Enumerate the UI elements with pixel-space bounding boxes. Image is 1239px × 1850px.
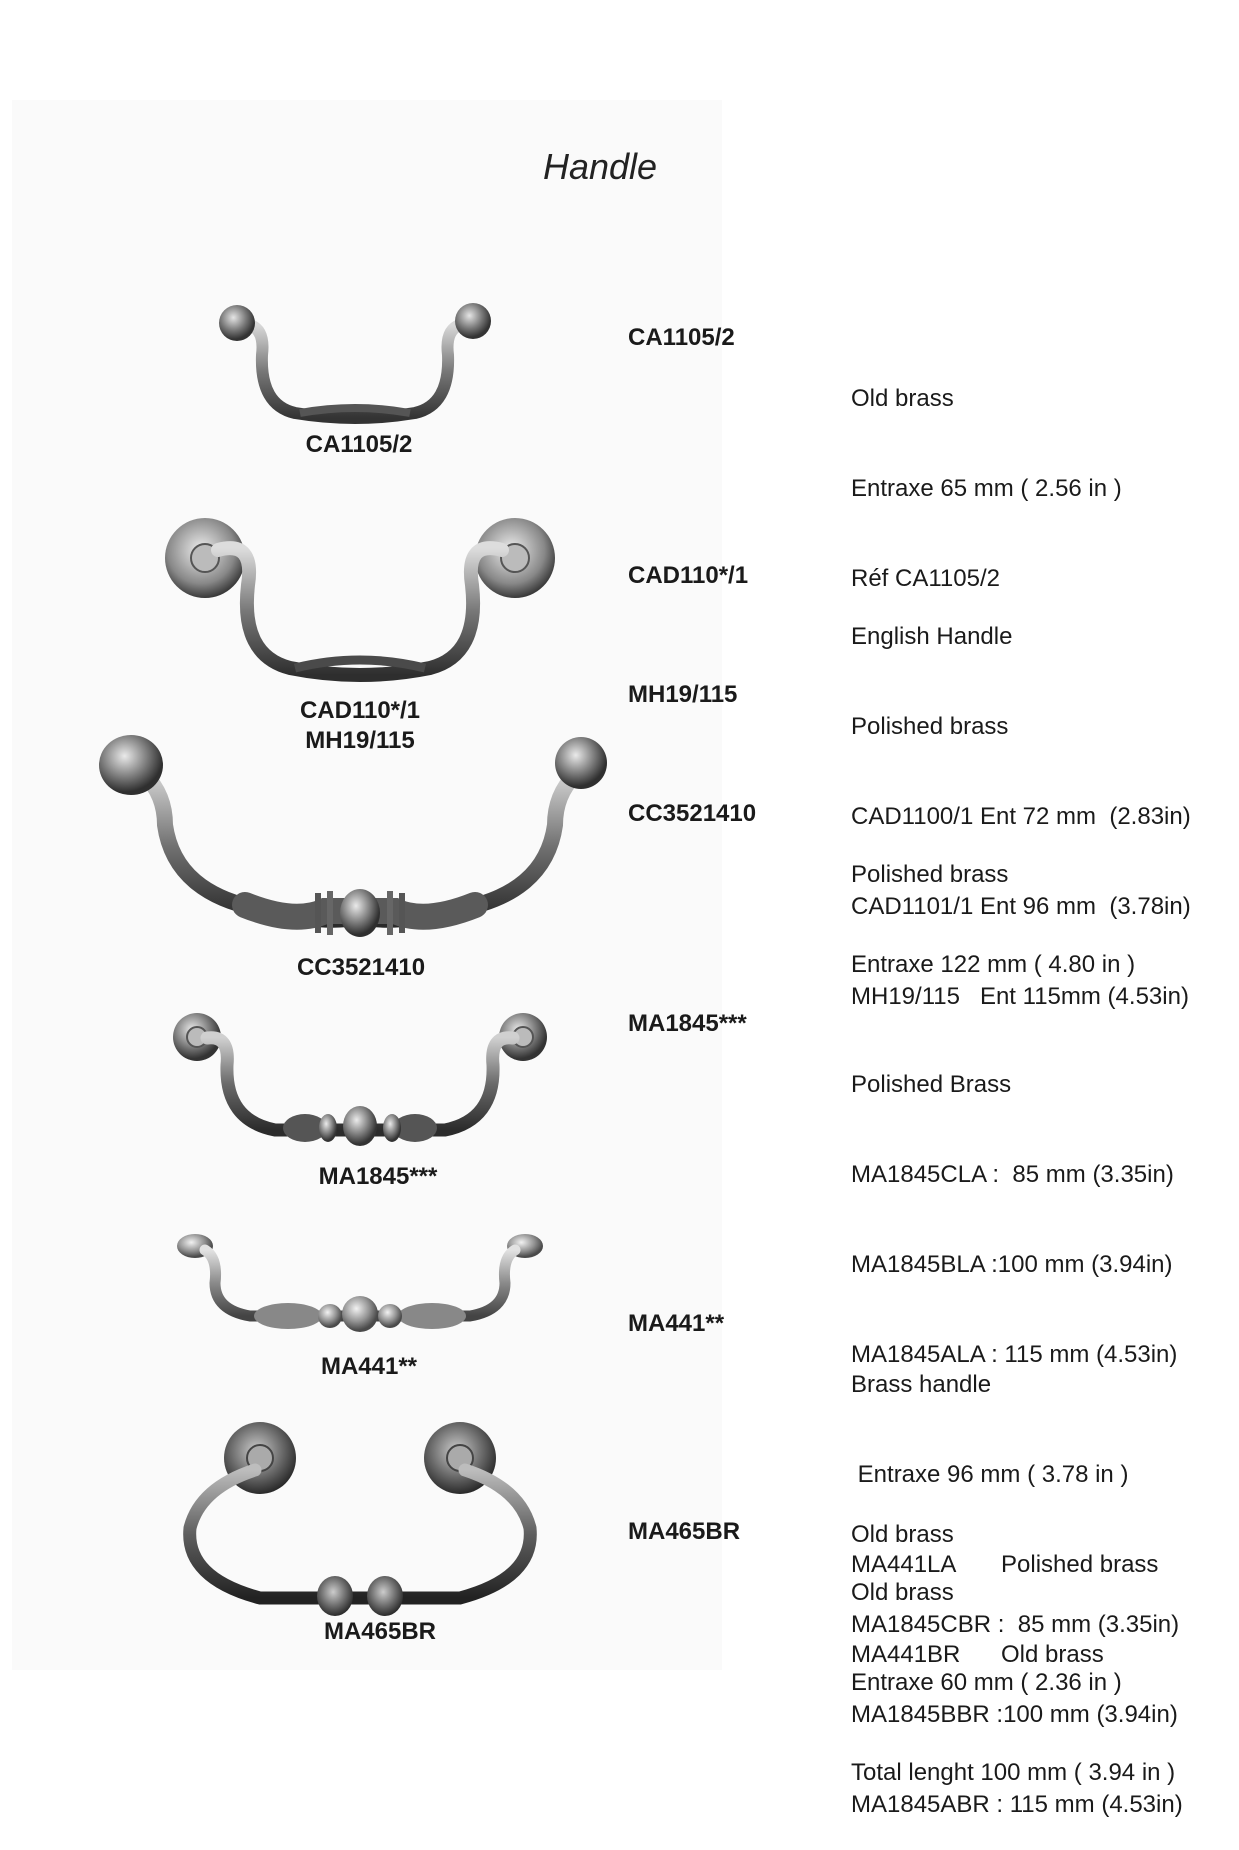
- product-description: [851, 800, 1135, 1010]
- product-reference: CA1105/2: [628, 324, 735, 351]
- desc-line: Total lenght 100 mm ( 3.94 in ): [851, 1759, 1176, 1786]
- handle-image-cc3521410: [95, 735, 615, 955]
- desc-line: Old brass: [851, 1521, 954, 1548]
- desc-line: MA1845CBR : 85 mm (3.35in): [851, 1611, 1180, 1638]
- variant-code: MA441BR: [851, 1641, 961, 1668]
- handle-image-ma1845: [165, 1010, 555, 1160]
- desc-line: Brass handle: [851, 1371, 992, 1398]
- desc-line: MA1845BBR :100 mm (3.94in): [851, 1701, 1178, 1728]
- handle-image-ma441: [170, 1228, 550, 1348]
- desc-line: MH19/115 Ent 115mm (4.53in): [851, 983, 1189, 1010]
- desc-line: CAD1101/1 Ent 96 mm (3.78in): [851, 893, 1191, 920]
- handle-image-ma465br: [180, 1418, 540, 1628]
- desc-line: MA1845CLA : 85 mm (3.35in): [851, 1161, 1174, 1188]
- desc-line: MA1845ABR : 115 mm (4.53in): [851, 1791, 1183, 1818]
- caption-line: MH19/115: [305, 727, 415, 754]
- product-caption: MA465BR: [323, 1618, 437, 1645]
- desc-line: English Handle: [851, 623, 1013, 650]
- product-reference: CC3521410: [628, 800, 757, 827]
- product-description: [851, 1518, 1175, 1818]
- desc-line: Old brass: [851, 385, 954, 412]
- desc-line: Polished Brass: [851, 1071, 1012, 1098]
- variant-finish: Polished brass: [1001, 1551, 1159, 1578]
- desc-line: Polished brass: [851, 713, 1009, 740]
- desc-line: Polished brass: [851, 861, 1009, 888]
- product-reference: MH19/115: [628, 681, 738, 708]
- product-caption: CA1105/2: [305, 431, 413, 458]
- desc-line: Old brass: [851, 1579, 954, 1606]
- desc-line: Entraxe 65 mm ( 2.56 in ): [851, 475, 1122, 502]
- product-reference: MA441**: [628, 1310, 725, 1337]
- page-title: Handle: [542, 146, 658, 187]
- desc-line: CAD1100/1 Ent 72 mm (2.83in): [851, 803, 1191, 830]
- product-caption: MA1845***: [318, 1163, 438, 1190]
- caption-line: CAD110*/1: [299, 697, 421, 724]
- desc-line: Entraxe 96 mm ( 3.78 in ): [851, 1461, 1129, 1488]
- handle-image-cad110: [160, 510, 560, 690]
- variant-code: MA441LA: [851, 1551, 957, 1578]
- desc-line: MA1845BLA :100 mm (3.94in): [851, 1251, 1173, 1278]
- desc-line: Réf CA1105/2: [851, 565, 1000, 592]
- product-reference: MA465BR: [628, 1518, 741, 1545]
- variant-finish: Old brass: [1001, 1641, 1104, 1668]
- desc-line: Entraxe 60 mm ( 2.36 in ): [851, 1669, 1122, 1696]
- product-reference: MA1845***: [628, 1010, 747, 1037]
- desc-line: MA1845ALA : 115 mm (4.53in): [851, 1341, 1178, 1368]
- desc-line: Entraxe 122 mm ( 4.80 in ): [851, 951, 1136, 978]
- product-caption: CC3521410: [296, 954, 426, 981]
- handle-image-ca1105: [210, 295, 500, 435]
- product-caption: MA441**: [320, 1353, 418, 1380]
- product-reference: CAD110*/1: [628, 562, 749, 589]
